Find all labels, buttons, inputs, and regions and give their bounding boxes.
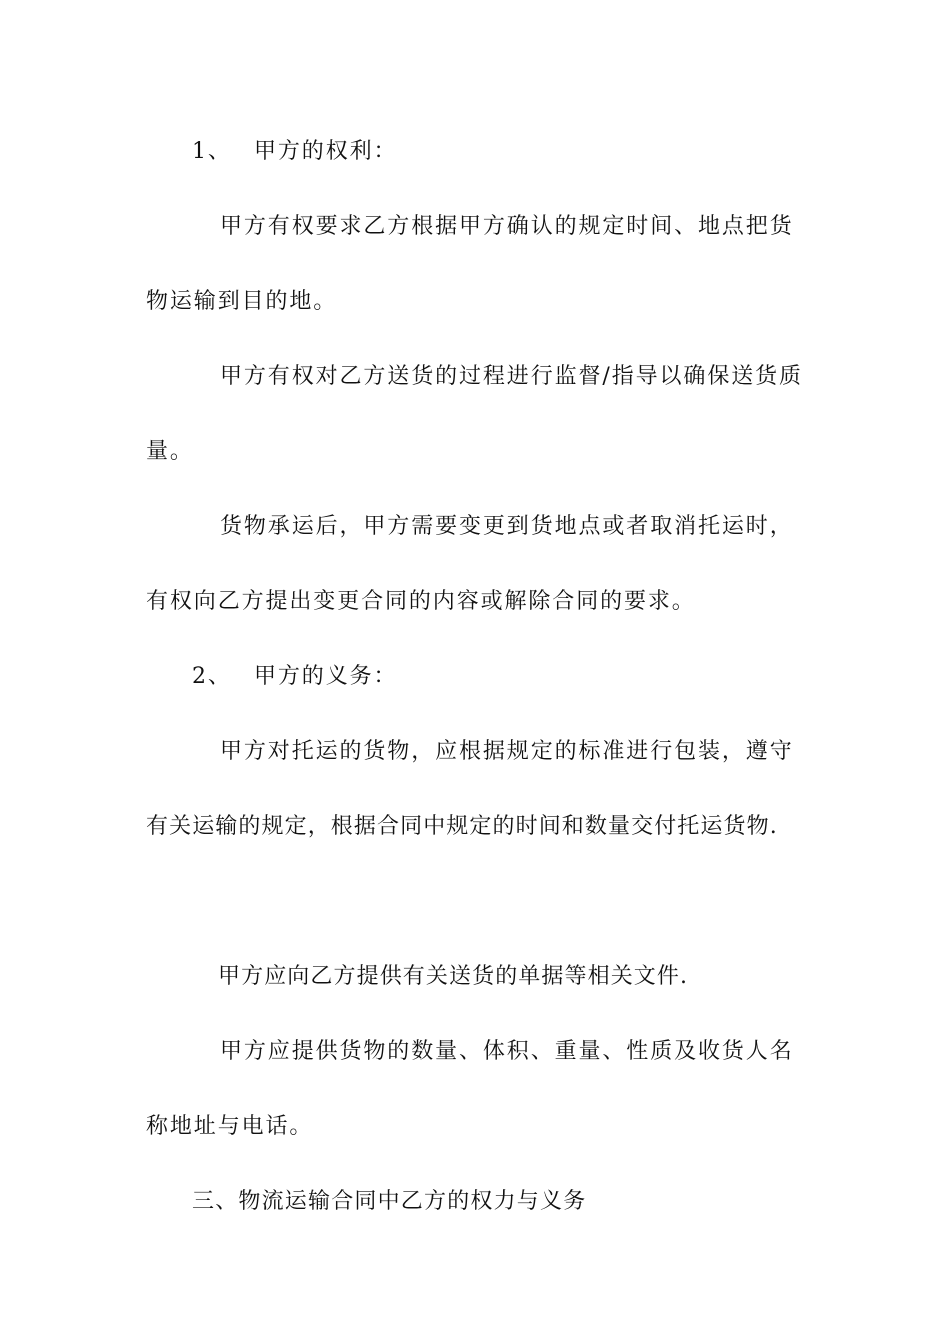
section-title: 甲方的权利：: [254, 139, 398, 164]
paragraph-line: 称地址与电话。: [146, 1114, 314, 1139]
section-number: 2、: [192, 664, 232, 689]
section-number: 1、: [192, 139, 232, 164]
paragraph-line: 甲方应提供货物的数量、体积、重量、性质及收货人名: [220, 1039, 794, 1064]
section-heading-3: 三、物流运输合同中乙方的权力与义务: [192, 1189, 587, 1214]
paragraph-line: 物运输到目的地。: [146, 289, 338, 314]
paragraph-line: 有关运输的规定，根据合同中规定的时间和数量交付托运货物.: [146, 814, 778, 839]
paragraph-line: 甲方有权对乙方送货的过程进行监督/指导以确保送货质: [220, 364, 803, 389]
paragraph-line: 量。: [146, 439, 194, 464]
paragraph-line: 甲方应向乙方提供有关送货的单据等相关文件.: [218, 964, 689, 989]
paragraph-line: 货物承运后，甲方需要变更到货地点或者取消托运时，: [220, 514, 794, 539]
paragraph-line: 有权向乙方提出变更合同的内容或解除合同的要求。: [146, 589, 696, 614]
section-heading-1: [192, 137, 397, 167]
section-heading-2: [192, 662, 397, 692]
paragraph-line: 甲方有权要求乙方根据甲方确认的规定时间、地点把货: [220, 214, 794, 239]
paragraph-line: 甲方对托运的货物，应根据规定的标准进行包装，遵守: [220, 739, 794, 764]
section-title: 甲方的义务：: [254, 664, 398, 689]
